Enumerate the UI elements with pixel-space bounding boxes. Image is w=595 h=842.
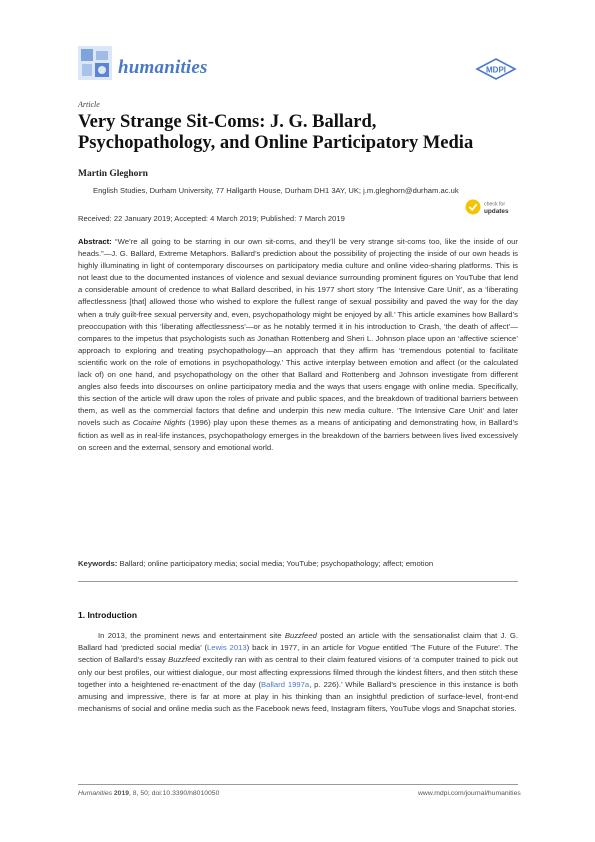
section-heading: 1. Introduction (78, 610, 138, 620)
para-italic: Buzzfeed (168, 655, 201, 665)
author-affiliation: English Studies, Durham University, 77 Hallgarth House, Durham DH1 3AY, UK; j.m.gleghorn@durham.ac.uk (93, 186, 459, 195)
abstract-label: Abstract: (78, 237, 112, 246)
publication-dates: Received: 22 January 2019; Accepted: 4 March 2019; Published: 7 March 2019 (78, 214, 345, 223)
para-italic: Buzzfeed (284, 631, 317, 640)
footer-doi: , 8, 50; doi:10.3390/h8010050 (129, 790, 220, 797)
abstract-text-part2: (1996) play upon these themes as a means of anticipating and demonstrating how, in Ballard’s fiction as well as in real-life instances, psychopathology emerges in the breakdown of the barriers between lives lived excessively on screen and the external, sensory and emotional world. (78, 418, 518, 452)
citation-link[interactable]: Lewis 2013 (207, 643, 247, 653)
footer-citation (78, 790, 219, 797)
abstract-text-part1: “We’re all going to be starring in our own sit-coms, and they’ll be very strange sit-coms too, like the inside of our heads.”—J. G. Ballard, Extreme Metaphors. Ballard’s prediction about the possibility of projecting the inside of our own heads is highly illuminating in light of contemporary discourses on participatory media culture and online video-sharing platforms. This is not least due to the documented instances of violence and sexual deviance surrounding prominent figures on YouTube that lend a considerable amount of credence to what Ballard described, in his 1977 short story ‘The Intensive Care Unit’, as a ‘liberating affectlessness [that] allowed those who wished to explore the fullest range of sexual possibility and paved the way for the day when a truly guilt-free sexual perversity and, even, psychopathology might be enjoyed by all.’ This article examines how Ballard’s preoccupation with this ‘liberating affectlessness’—or as he notably termed it in his introduction to Crash, ‘the death of affect’—compares to the impetus that psychologists such as Jonathan Rottenberg and Sheri L. Johnson place upon an ‘affective science’ approach to exploring and treating psychopathology—an approach that they affirm has ‘tremendous potential to facilitate scientific work on the role of emotions in psychopathology.’ This active interplay between emotion and affect (or the calculated lack of) on one hand, and psychopathology on the other that Ballard and Rottenberg and Johnson investigate from different angles also feeds into discourses on online participatory media and the ways that users engage with online media. Specifically, this section of the article will draw upon the roles of private and public spaces, and the breakdown of traditional barriers between them, as well as the commercial factors that define and underpin this new media culture. ‘The Intensive Care Unit’ and later novels such as (78, 237, 518, 428)
article-type: Article (78, 100, 100, 109)
para-italic: Vogue (357, 643, 380, 653)
abstract (78, 236, 518, 454)
footer-url[interactable]: www.mdpi.com/journal/humanities (418, 790, 521, 797)
para-text: excitedly ran with as central to their claim featured visions of ‘a computer trained to pick out only our best profiles, our wittiest dialogue, our most affecting expressions filmed through the kindest filters, and then stitch these together into a heightened re-enactment of the day ( (78, 655, 518, 689)
section-divider (78, 581, 518, 582)
mdpi-logo-icon (475, 58, 517, 80)
article-title: Very Strange Sit-Coms: J. G. Ballard, Psychopathology, and Online Participatory Media (78, 112, 474, 153)
abstract-italic-title: Cocaine Nights (132, 418, 186, 428)
para-text: In 2013, the prominent news and entertainment site (98, 631, 285, 640)
check-for-updates-badge[interactable] (465, 198, 521, 216)
author-name: Martin Gleghorn (78, 169, 148, 179)
para-text: ) back in 1977, in an article for (246, 643, 358, 653)
check-badge-line2: updates (484, 208, 509, 215)
journal-name: humanities (118, 57, 208, 78)
check-badge-line1: check for (484, 201, 506, 208)
footer-year: 2019 (113, 790, 130, 797)
keywords-text: Ballard; online participatory media; social media; YouTube; psychopathology; affect; emotion (117, 559, 434, 568)
keywords-label: Keywords: (78, 559, 118, 568)
mdpi-logo-text: MDPI (486, 65, 506, 75)
keywords (78, 559, 518, 568)
footer-journal: Humanities (78, 790, 112, 797)
para-text: posted an article with the sensationalist claim that J. G. Ballard had ‘predicted social media’ ( (78, 631, 518, 653)
citation-link[interactable]: Ballard 1997a (261, 679, 310, 689)
para-text: entitled ‘The Future of the Future’. The section of Ballard’s essay (78, 643, 518, 665)
para-text: , p. 226).’ While Ballard’s prescience in this instance is both amusing and impressive, there is far at more at play in his thinking than an insightful prediction of surface-level, front-end mechanisms of social and online media such as the Facebook news feed, Instagram filters, YouTube vlogs and Snapchat stories. (78, 679, 518, 714)
journal-logo-icon (78, 46, 112, 80)
section-paragraph (78, 630, 518, 715)
footer-divider (78, 784, 518, 785)
